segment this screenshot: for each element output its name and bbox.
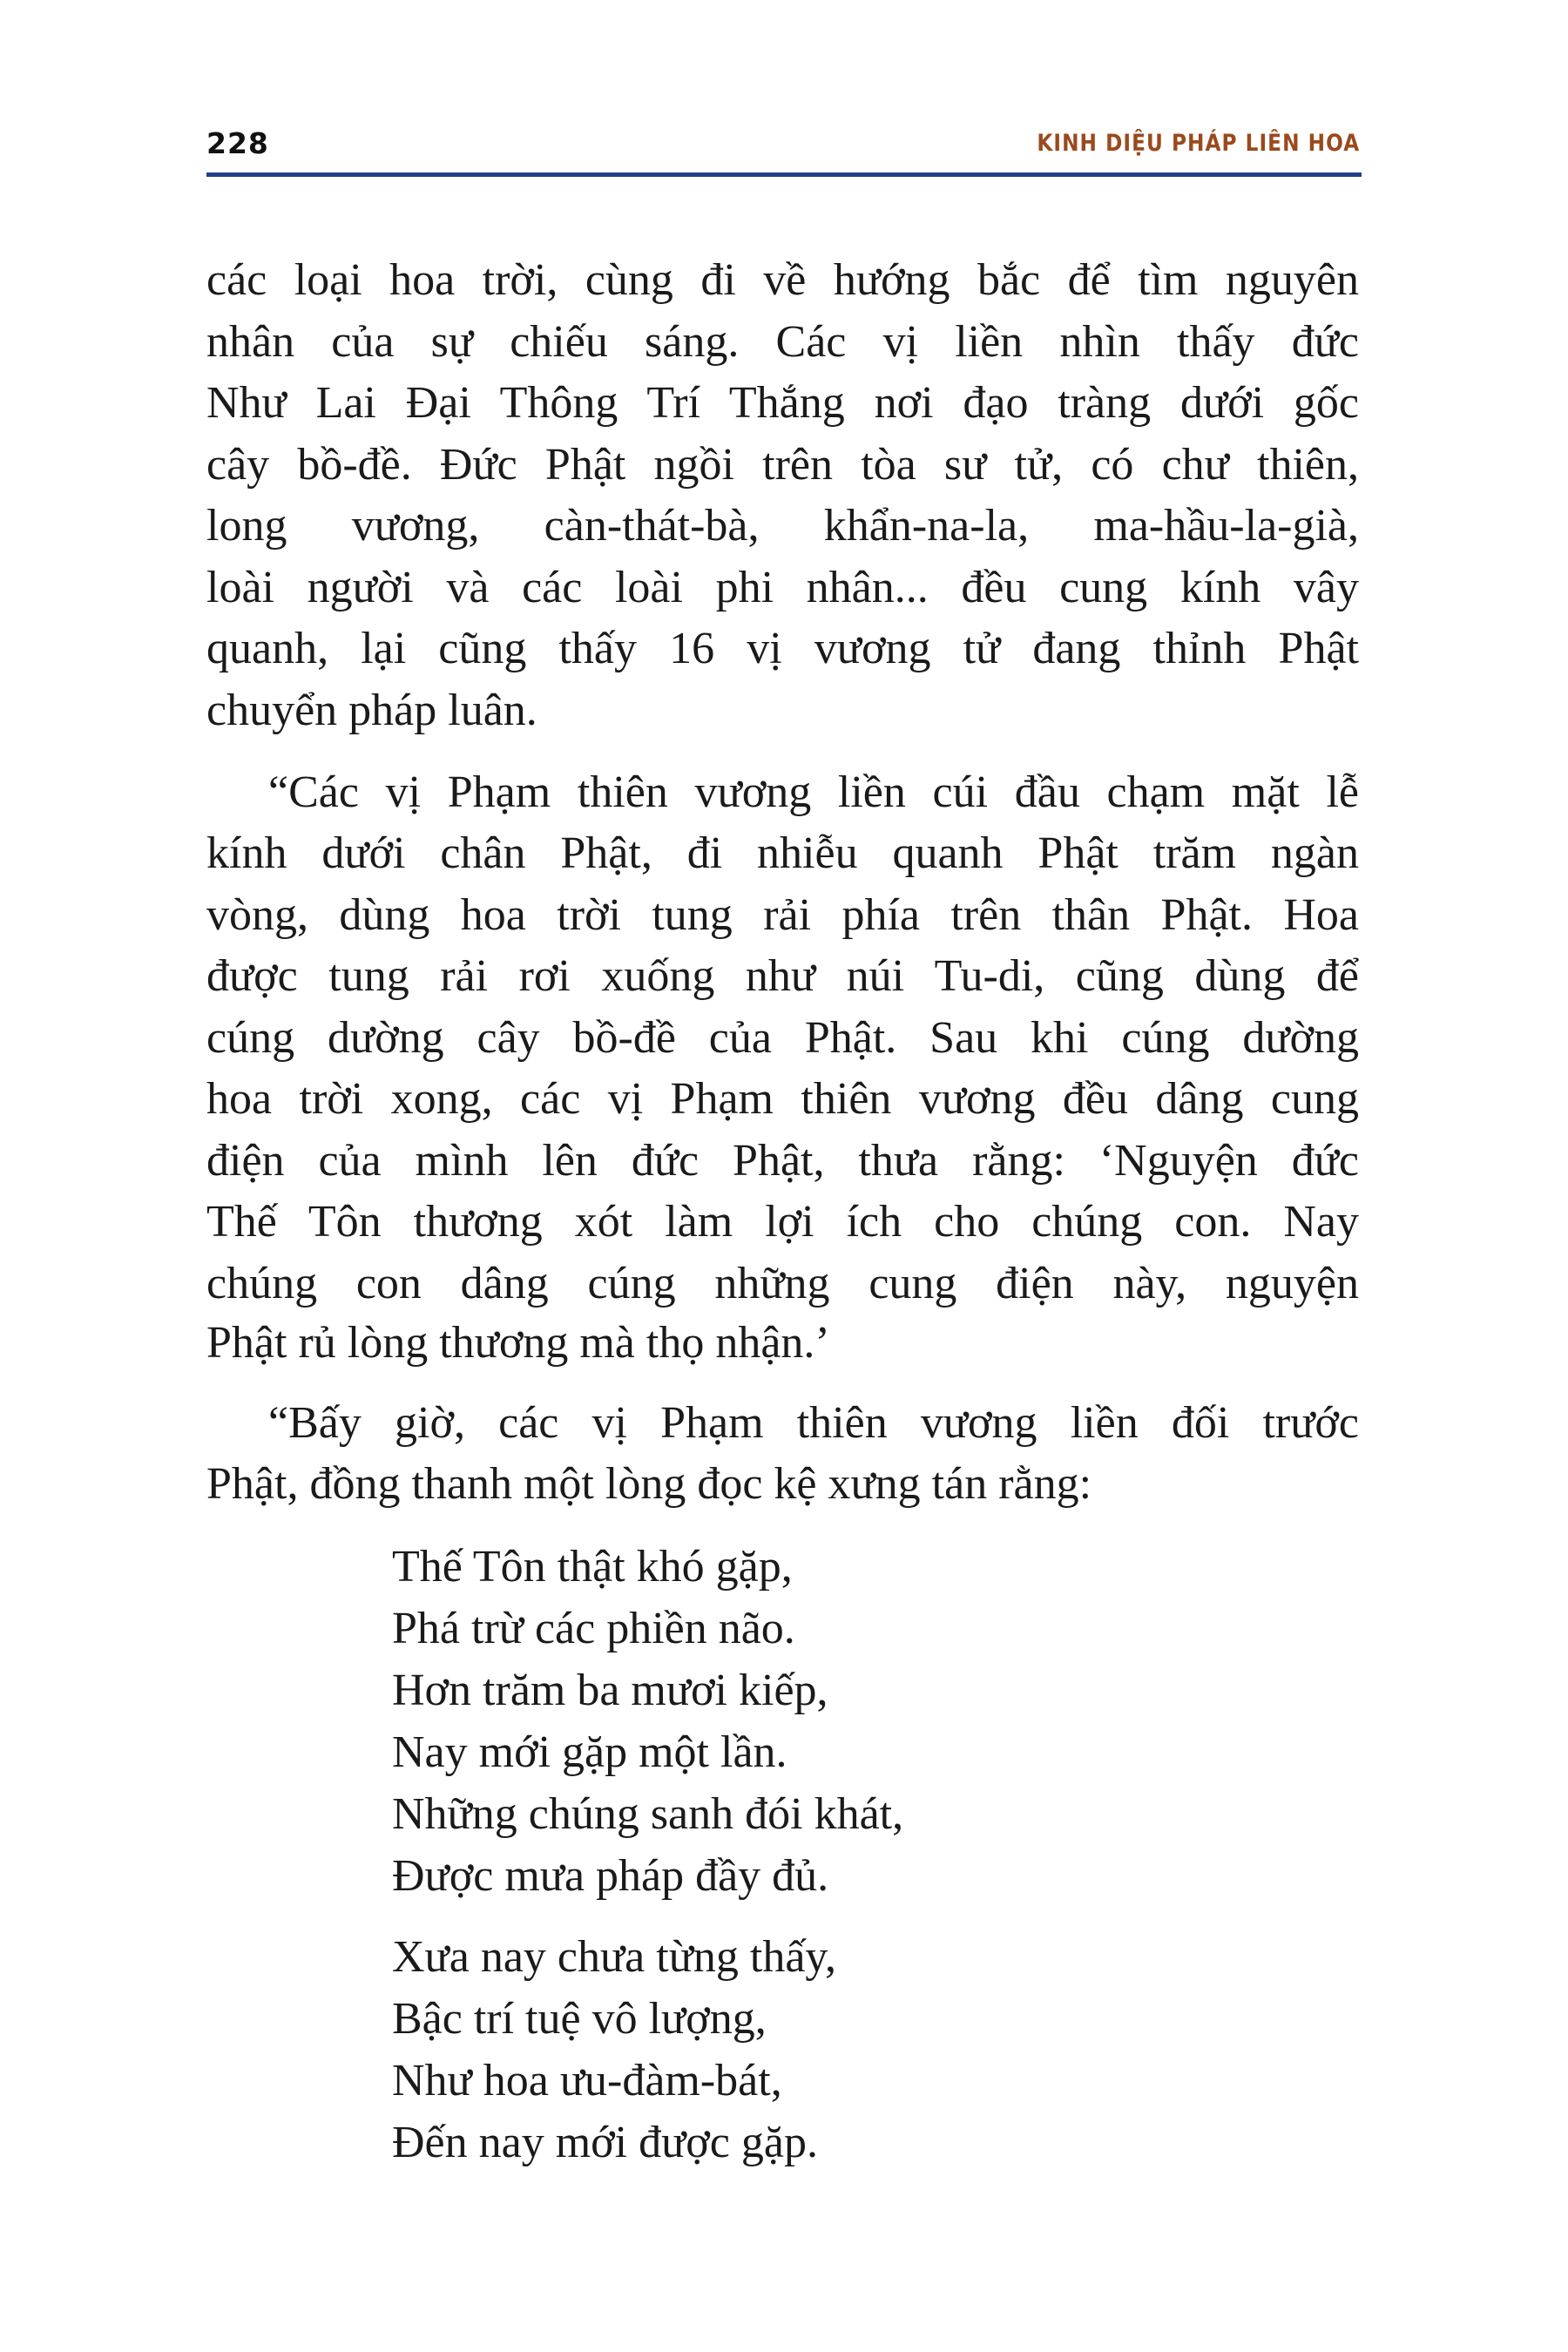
text-line: được tung rải rơi xuống như núi Tu-di, cũng dùng để (206, 951, 1359, 1001)
text-line: các loại hoa trời, cùng đi về hướng bắc để tìm nguyên (206, 255, 1359, 305)
verse-line: Những chúng sanh đói khát, (392, 1789, 904, 1839)
text-line: quanh, lại cũng thấy 16 vị vương tử đang thỉnh Phật (206, 624, 1359, 673)
verse-line: Đến nay mới được gặp. (392, 2118, 818, 2167)
verse-line: Bậc trí tuệ vô lượng, (392, 1994, 767, 2044)
text-line: Như Lai Đại Thông Trí Thắng nơi đạo tràng dưới gốc (206, 378, 1359, 428)
text-line: chúng con dâng cúng những cung điện này, nguyện (206, 1259, 1359, 1308)
text-line: loài người và các loài phi nhân... đều cung kính vây (206, 563, 1359, 612)
running-title: KINH DIỆU PHÁP LIÊN HOA (1037, 130, 1360, 157)
verse-line: Như hoa ưu-đàm-bát, (392, 2056, 782, 2105)
text-line: Phật rủ lòng thương mà thọ nhận.’ (206, 1318, 830, 1368)
text-line: điện của mình lên đức Phật, thưa rằng: ‘Nguyện đức (206, 1136, 1359, 1186)
text-line: nhân của sự chiếu sáng. Các vị liền nhìn thấy đức (206, 317, 1359, 367)
text-line: Phật, đồng thanh một lòng đọc kệ xưng tán rằng: (206, 1459, 1092, 1509)
page-number: 228 (206, 126, 269, 160)
page-header (206, 122, 1362, 166)
verse-line: Thế Tôn thật khó gặp, (392, 1542, 793, 1592)
text-line: long vương, càn-thát-bà, khẩn-na-la, ma-hầu-la-già, (206, 501, 1359, 551)
text-line: “Bấy giờ, các vị Phạm thiên vương liền đối trước (268, 1398, 1359, 1448)
text-line: kính dưới chân Phật, đi nhiễu quanh Phật trăm ngàn (206, 828, 1359, 878)
text-line: vòng, dùng hoa trời tung rải phía trên thân Phật. Hoa (206, 890, 1359, 940)
text-line: cúng dường cây bồ-đề của Phật. Sau khi cúng dường (206, 1013, 1359, 1063)
text-line: hoa trời xong, các vị Phạm thiên vương đều dâng cung (206, 1074, 1359, 1124)
verse-line: Nay mới gặp một lần. (392, 1727, 787, 1777)
header-rule (206, 172, 1362, 177)
text-line: cây bồ-đề. Đức Phật ngồi trên tòa sư tử, có chư thiên, (206, 440, 1359, 490)
text-line: chuyển pháp luân. (206, 686, 537, 735)
verse-line: Xưa nay chưa từng thấy, (392, 1932, 837, 1982)
text-line: “Các vị Phạm thiên vương liền cúi đầu chạm mặt lễ (268, 767, 1359, 817)
verse-line: Phá trừ các phiền não. (392, 1604, 795, 1653)
text-line: Thế Tôn thương xót làm lợi ích cho chúng con. Nay (206, 1197, 1359, 1247)
verse-line: Hơn trăm ba mươi kiếp, (392, 1666, 828, 1715)
verse-line: Được mưa pháp đầy đủ. (392, 1851, 829, 1901)
